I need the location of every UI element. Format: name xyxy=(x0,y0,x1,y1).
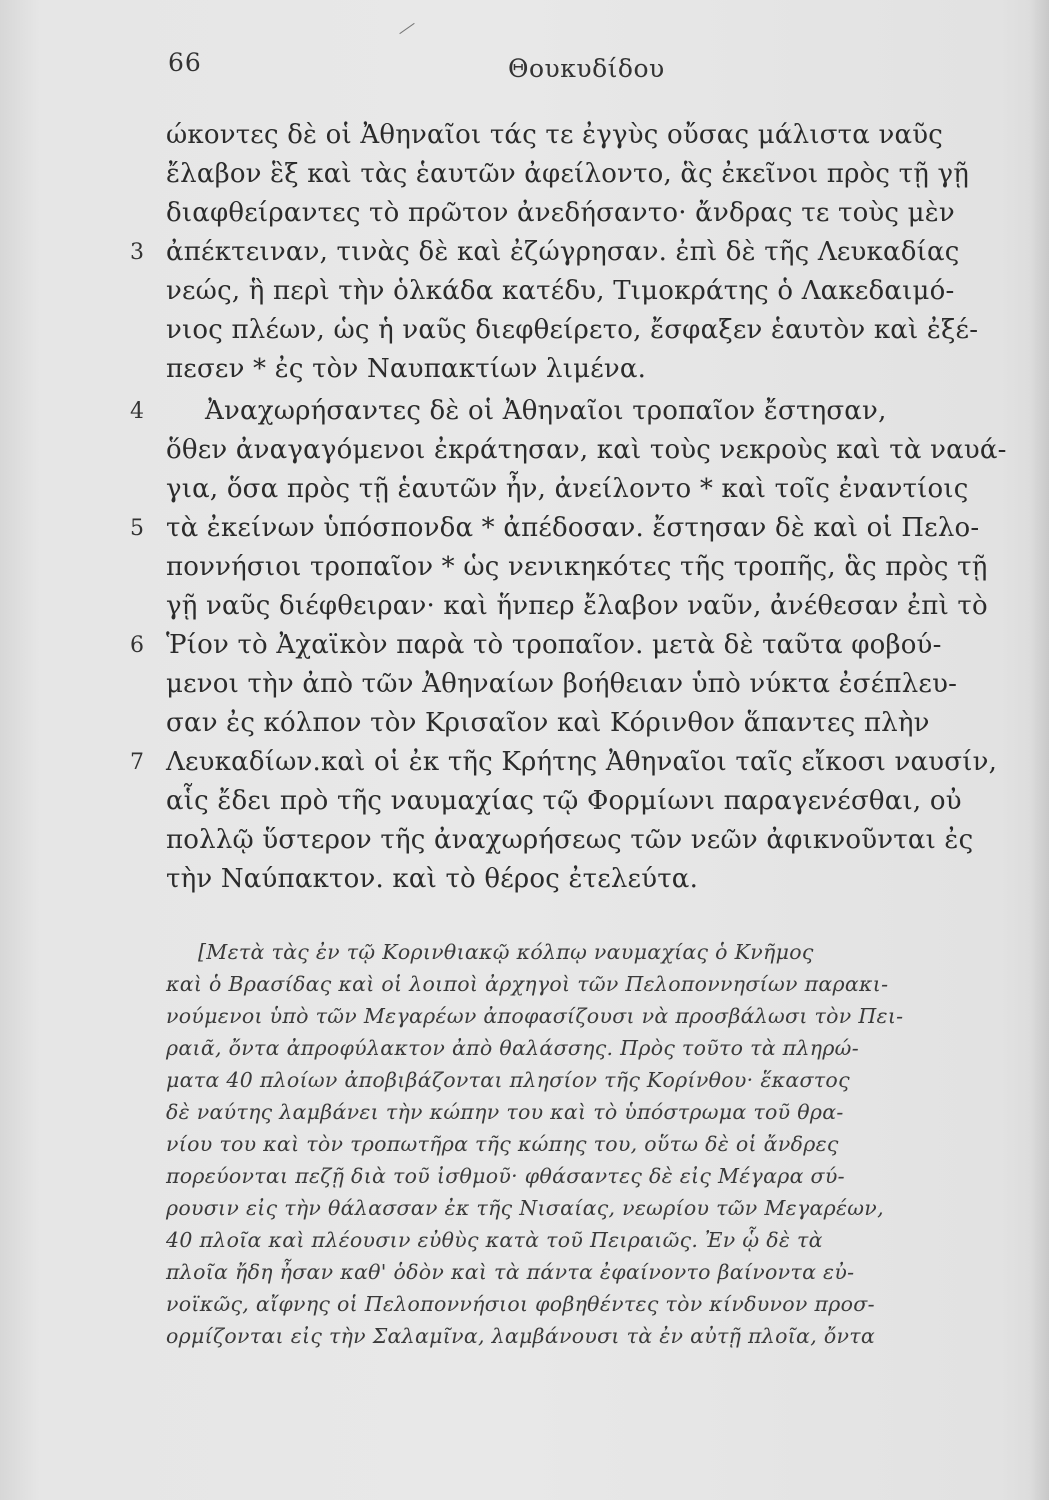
note-line: ρουσιν εἰς τὴν θάλασσαν ἐκ τῆς Νισαίας, νεωρίου τῶν Μεγαρέων, xyxy=(166,1196,884,1220)
text-line: ποννήσιοι τροπαῖον * ὡς νενικηκότες τῆς τροπῆς, ἃς πρὸς τῇ xyxy=(166,552,988,582)
note-line: ραιᾶ, ὄντα ἀπροφύλακτον ἀπὸ θαλάσσης. Πρὸς τοῦτο τὰ πληρώ- xyxy=(166,1036,859,1060)
margin-number: 5 xyxy=(130,516,144,541)
text-line: νεώς, ἣ περὶ τὴν ὁλκάδα κατέδυ, Τιμοκράτης ὁ Λακεδαιμό- xyxy=(166,276,955,306)
text-line: πολλῷ ὕστερον τῆς ἀναχωρήσεως τῶν νεῶν ἀφικνοῦνται ἐς xyxy=(166,825,974,855)
note-line: δὲ ναύτης λαμβάνει τὴν κώπην του καὶ τὸ ὑπόστρωμα τοῦ θρα- xyxy=(166,1100,844,1124)
text-line: Ἀναχωρήσαντες δὲ οἱ Ἀθηναῖοι τροπαῖον ἔστησαν, xyxy=(205,396,887,426)
text-line: νιος πλέων, ὡς ἡ ναῦς διεφθείρετο, ἔσφαξεν ἑαυτὸν καὶ ἐξέ- xyxy=(166,315,979,345)
text-line: σαν ἐς κόλπον τὸν Κρισαῖον καὶ Κόρινθον ἅπαντες πλὴν xyxy=(166,708,930,738)
note-line: νούμενοι ὑπὸ τῶν Μεγαρέων ἀποφασίζουσι νὰ προσβάλωσι τὸν Πει- xyxy=(166,1004,904,1028)
text-line: πεσεν * ἐς τὸν Ναυπακτίων λιμένα. xyxy=(166,354,647,384)
text-line: ὅθεν ἀναγαγόμενοι ἐκράτησαν, καὶ τοὺς νεκροὺς καὶ τὰ ναυά- xyxy=(166,435,1007,465)
text-line: διαφθείραντες τὸ πρῶτον ἀνεδήσαντο· ἄνδρας τε τοὺς μὲν xyxy=(166,198,955,228)
text-line: για, ὅσα πρὸς τῇ ἑαυτῶν ἦν, ἀνείλοντο * καὶ τοῖς ἐναντίοις xyxy=(166,474,969,504)
text-line: τὰ ἐκείνων ὑπόσπονδα * ἀπέδοσαν. ἔστησαν δὲ καὶ οἱ Πελο- xyxy=(166,513,980,543)
note-line: νίου του καὶ τὸν τροπωτῆρα τῆς κώπης του, οὕτω δὲ οἱ ἄνδρες xyxy=(166,1132,839,1156)
margin-number: 3 xyxy=(130,240,144,265)
text-line: Λευκαδίων.καὶ οἱ ἐκ τῆς Κρήτης Ἀθηναῖοι ταῖς εἴκοσι ναυσίν, xyxy=(166,747,998,777)
note-line: ορμίζονται εἰς τὴν Σαλαμῖνα, λαμβάνουσι τὰ ἐν αὐτῇ πλοῖα, ὄντα xyxy=(166,1324,876,1348)
text-line: αἷς ἔδει πρὸ τῆς ναυμαχίας τῷ Φορμίωνι παραγενέσθαι, οὐ xyxy=(166,786,962,816)
text-line: ἀπέκτειναν, τινὰς δὲ καὶ ἐζώγρησαν. ἐπὶ δὲ τῆς Λευκαδίας xyxy=(166,237,960,267)
note-line: πλοῖα ἤδη ἦσαν καθ' ὁδὸν καὶ τὰ πάντα ἐφαίνοντο βαίνοντα εὐ- xyxy=(166,1260,855,1284)
note-line: ματα 40 πλοίων ἀποβιβάζονται πλησίον τῆς Κορίνθου· ἕκαστος xyxy=(166,1068,850,1092)
pencil-mark xyxy=(399,23,414,34)
margin-number: 6 xyxy=(130,633,144,658)
text-line: ἔλαβον ἓξ καὶ τὰς ἑαυτῶν ἀφείλοντο, ἃς ἐκεῖνοι πρὸς τῇ γῇ xyxy=(166,159,969,189)
margin-number: 7 xyxy=(130,750,144,775)
text-line: Ῥίον τὸ Ἀχαϊκὸν παρὰ τὸ τροπαῖον. μετὰ δὲ ταῦτα φοβού- xyxy=(166,630,942,660)
page-edge-shadow xyxy=(1030,0,1049,1500)
margin-number: 4 xyxy=(130,399,144,424)
note-line: πορεύονται πεζῇ διὰ τοῦ ἰσθμοῦ· φθάσαντες δὲ εἰς Μέγαρα σύ- xyxy=(166,1164,845,1188)
note-line: καὶ ὁ Βρασίδας καὶ οἱ λοιποὶ ἀρχηγοὶ τῶν Πελοποννησίων παρακι- xyxy=(166,972,889,996)
note-line: [Μετὰ τὰς ἐν τῷ Κορινθιακῷ κόλπῳ ναυμαχίας ὁ Κνῆμος xyxy=(198,940,814,964)
running-title: Θουκυδίδου xyxy=(508,54,665,83)
text-line: ώκοντες δὲ οἱ Ἀθηναῖοι τάς τε ἐγγὺς οὔσας μάλιστα ναῦς xyxy=(166,120,943,150)
page-number: 66 xyxy=(168,48,202,77)
text-line: μενοι τὴν ἀπὸ τῶν Ἀθηναίων βοήθειαν ὑπὸ νύκτα ἐσέπλευ- xyxy=(166,669,958,699)
note-line: νοϊκῶς, αἴφνης οἱ Πελοποννήσιοι φοβηθέντες τὸν κίνδυνον προσ- xyxy=(166,1292,875,1316)
text-line: τὴν Ναύπακτον. καὶ τὸ θέρος ἐτελεύτα. xyxy=(166,864,699,894)
note-line: 40 πλοῖα καὶ πλέουσιν εὐθὺς κατὰ τοῦ Πειραιῶς. Ἐν ᾧ δὲ τὰ xyxy=(166,1228,823,1252)
text-line: γῇ ναῦς διέφθειραν· καὶ ἥνπερ ἔλαβον ναῦν, ἀνέθεσαν ἐπὶ τὸ xyxy=(166,591,988,621)
